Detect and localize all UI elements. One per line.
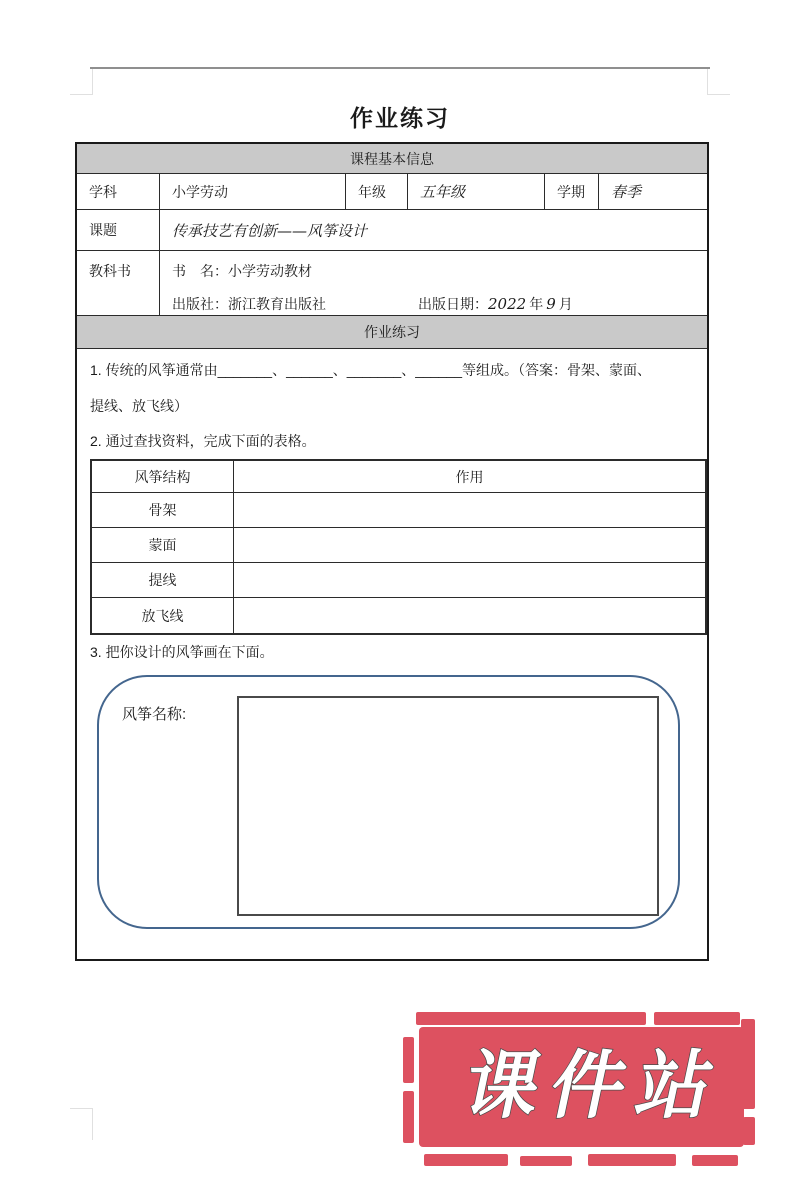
kite-table-header-row xyxy=(92,461,705,493)
subject-value: 小学劳动 xyxy=(160,174,346,209)
table-row xyxy=(92,528,705,563)
question-3: 3. 把你设计的风筝画在下面。 xyxy=(90,644,274,660)
homework-section-header: 作业练习 xyxy=(77,316,707,349)
page-title: 作业练习 xyxy=(350,105,450,132)
publisher-text: 出版社：浙江教育出版社 xyxy=(172,296,326,312)
kite-structure-header: 风筝结构 xyxy=(92,461,234,492)
table-row xyxy=(77,174,707,210)
book-name-line: 书 名：小学劳动教材 xyxy=(172,263,312,279)
margin-crop-mark-top-right xyxy=(707,94,730,95)
stamp-text: 课件站 xyxy=(457,1043,733,1127)
kite-answer-cell[interactable] xyxy=(234,493,705,527)
kite-name-label: 风筝名称: xyxy=(122,706,187,723)
semester-value: 春季 xyxy=(611,183,642,201)
margin-crop-mark-bottom-left xyxy=(70,1108,93,1109)
grade-label: 年级 xyxy=(346,174,408,209)
topic-label: 课题 xyxy=(77,210,160,250)
kite-part-label: 蒙面 xyxy=(92,528,234,562)
kite-part-label: 骨架 xyxy=(92,493,234,527)
textbook-value xyxy=(160,251,707,315)
kite-answer-cell[interactable] xyxy=(234,528,705,562)
margin-crop-mark-top-right xyxy=(707,69,708,95)
topic-value: 传承技艺有创新——风筝设计 xyxy=(172,221,368,240)
homework-content xyxy=(77,349,707,959)
course-info-header: 课程基本信息 xyxy=(77,144,707,174)
kite-answer-cell[interactable] xyxy=(234,563,705,597)
kite-design-box xyxy=(97,675,680,929)
table-row xyxy=(77,251,707,316)
subject-label: 学科 xyxy=(77,174,160,209)
margin-crop-mark-bottom-left xyxy=(92,1108,93,1140)
margin-crop-mark-top-left xyxy=(92,69,93,95)
publish-year: 2022 xyxy=(488,295,527,313)
margin-crop-mark-top-left xyxy=(70,94,93,95)
textbook-label: 教科书 xyxy=(77,251,160,315)
question-1-line-2: 提线、放飞线） xyxy=(90,398,188,414)
month-unit: 月 xyxy=(558,296,573,312)
table-row xyxy=(92,598,705,633)
table-row xyxy=(92,493,705,528)
semester-label: 学期 xyxy=(545,174,599,209)
kite-structure-table xyxy=(90,459,707,635)
publish-date-label: 出版日期： xyxy=(418,296,488,312)
question-1-line-1: 1. 传统的风筝通常由_______、______、_______、______等组成。（答案：骨架、蒙面、 xyxy=(90,362,652,378)
courseware-stamp xyxy=(402,1005,766,1173)
kite-answer-cell[interactable] xyxy=(234,598,705,633)
kite-part-label: 提线 xyxy=(92,563,234,597)
table-row xyxy=(92,563,705,598)
publish-month: 9 xyxy=(546,295,556,313)
grade-value: 五年级 xyxy=(408,174,545,209)
table-row xyxy=(77,210,707,251)
kite-drawing-area[interactable] xyxy=(237,696,659,916)
year-unit: 年 xyxy=(529,296,544,312)
course-info-table xyxy=(75,142,709,961)
kite-function-header: 作用 xyxy=(455,468,484,485)
question-2: 2. 通过查找资料，完成下面的表格。 xyxy=(90,433,316,449)
header-rule xyxy=(90,67,710,69)
publisher-line xyxy=(172,294,707,314)
kite-part-label: 放飞线 xyxy=(92,598,234,633)
